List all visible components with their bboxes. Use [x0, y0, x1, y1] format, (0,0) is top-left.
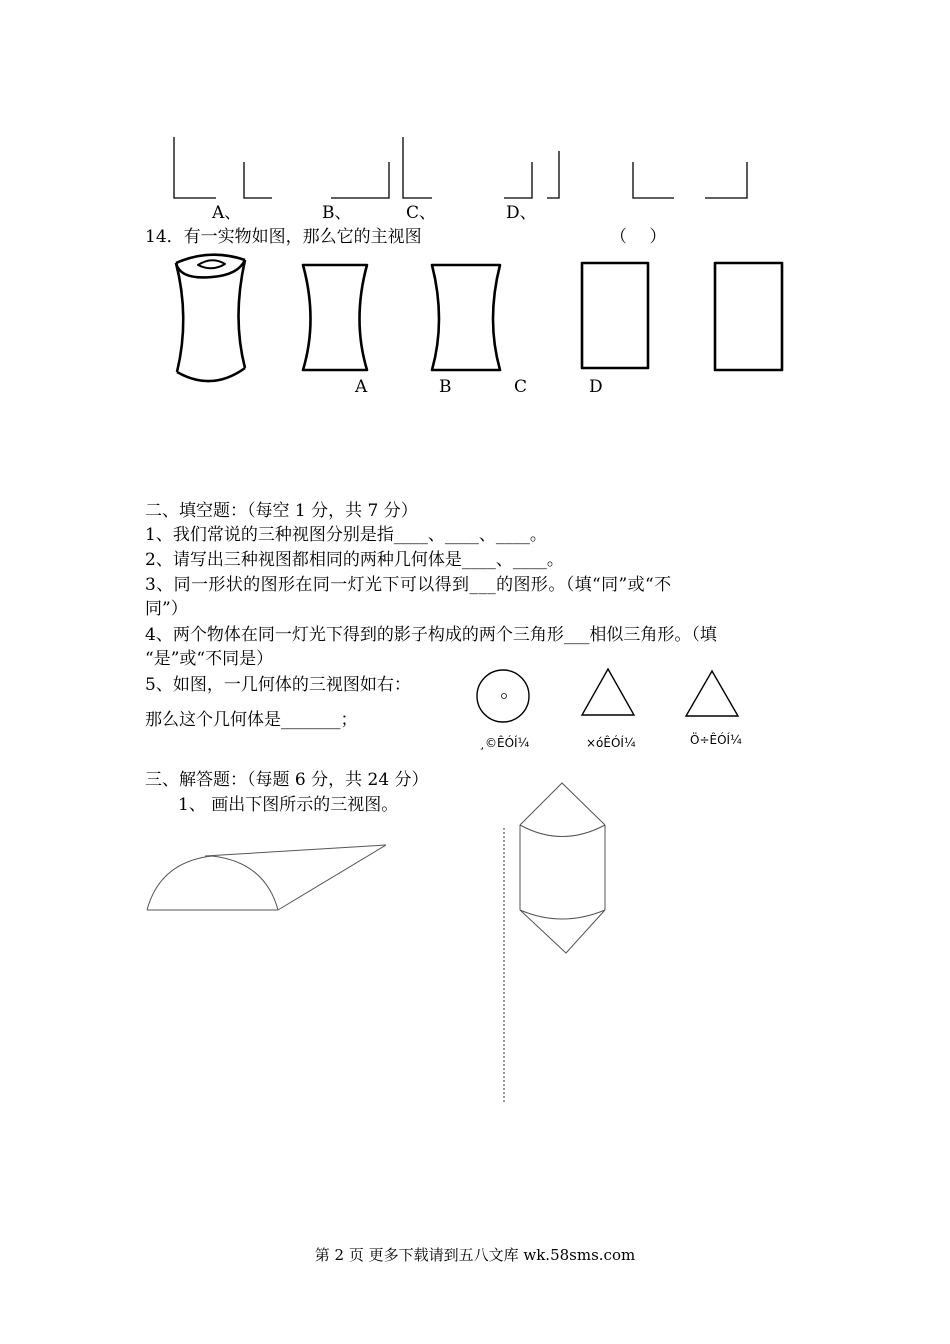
q13-option-a: A、: [212, 203, 242, 223]
page-footer: 第 2 页 更多下载请到五八文库 wk.58sms.com: [314, 1246, 636, 1264]
q14-option-d: D: [589, 377, 603, 397]
section2-q2: 2、请写出三种视图都相同的两种几何体是____、____。: [145, 550, 564, 570]
top-view-label: ¸©ÊÓÍ¼: [479, 736, 530, 750]
bicone-cylinder-figure: [520, 783, 605, 953]
section3-q1: 1、 画出下图所示的三视图。: [178, 795, 399, 815]
section3-heading: 三、解答题：（每题 6 分，共 24 分）: [145, 770, 429, 790]
section2-heading: 二、填空题：（每空 1 分，共 7 分）: [145, 501, 418, 521]
section2-q3-line2: 同”）: [145, 599, 188, 619]
section2-q3-line1: 3、同一形状的图形在同一灯光下可以得到___的图形。（填“同”或“不: [145, 575, 672, 595]
q14-option-b: B: [439, 377, 452, 397]
q14-option-c: C: [514, 377, 528, 397]
q14-answer-paren: （ ）: [610, 227, 667, 247]
front-view-label: Ö÷ÊÓÍ¼: [690, 733, 742, 747]
section2-q5-line1: 5、如图，一几何体的三视图如右：: [145, 675, 411, 695]
section2-q5-line2: 那么这个几何体是_______；: [145, 710, 358, 730]
section2-q1: 1、我们常说的三种视图分别是指____、____、____。: [145, 525, 547, 545]
section2-q4-line1: 4、两个物体在同一灯光下得到的影子构成的两个三角形___相似三角形。（填: [145, 625, 717, 645]
q13-option-c: C、: [406, 203, 437, 223]
q13-option-b: B、: [322, 203, 352, 223]
q14-option-a: A: [355, 377, 368, 397]
q13-option-d: D、: [506, 203, 537, 223]
section2-q4-line2: “是”或“不同是）: [145, 649, 274, 669]
q14-stem: 14．有一实物如图，那么它的主视图: [145, 227, 422, 247]
left-view-label: ×óÊÓÍ¼: [586, 736, 636, 750]
half-cylinder-wedge-figure: [147, 845, 386, 910]
